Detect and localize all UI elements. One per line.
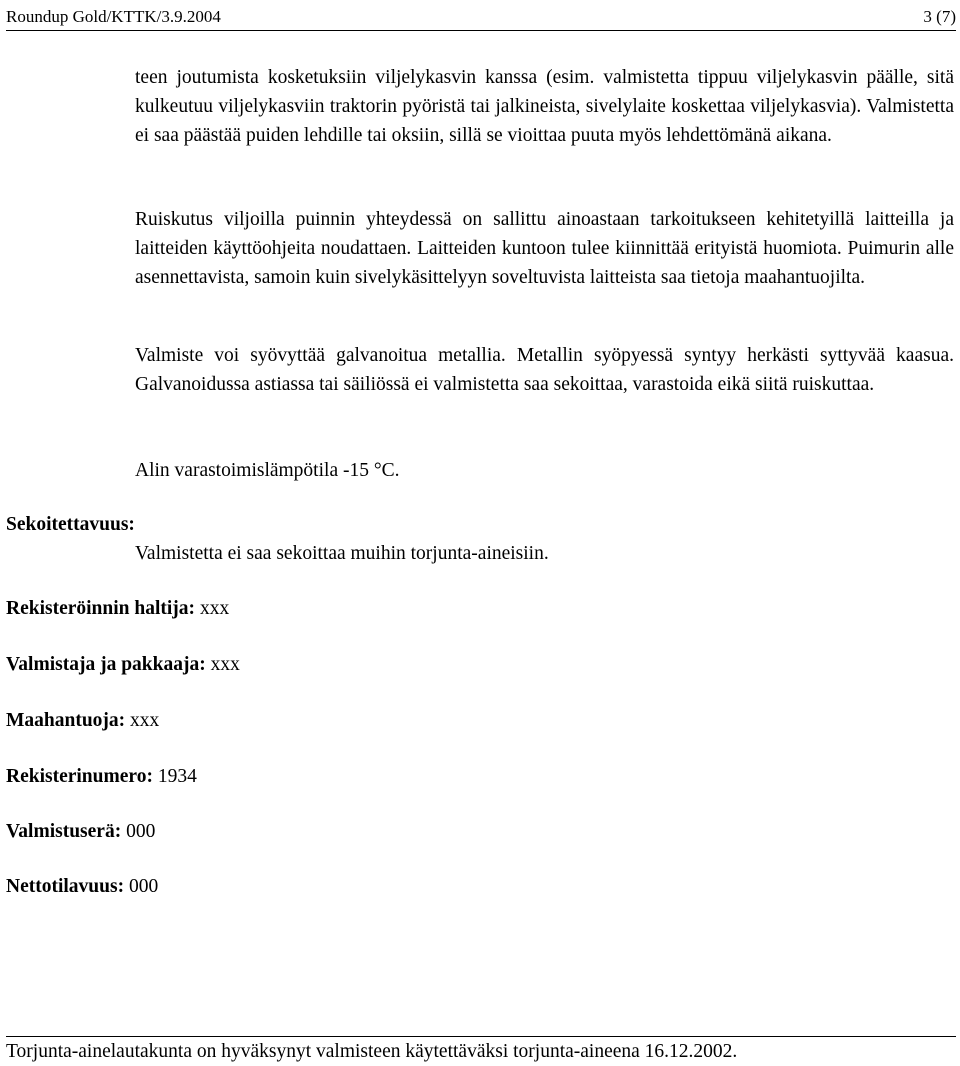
field-manufacturer-packer [6, 650, 240, 679]
paragraph-application-caution: teen joutumista kosketuksiin viljelykasvin kanssa (esim. valmistetta tippuu viljelykasvin päälle, sitä kulkeutuu viljelykasviin traktorin pyöristä tai jalkineista, sivelylaite koskettaa viljelykasvia). Valmistetta ei saa päästää puiden lehdille tai oksiin, sillä se vioittaa puuta myös lehdettömänä aikana. [135, 67, 954, 146]
paragraph-harvest-spraying: Ruiskutus viljoilla puinnin yhteydessä on sallittu ainoastaan tarkoitukseen kehitetyillä laitteilla ja laitteiden käyttöohjeita noudattaen. Laitteiden kuntoon tulee kiinnittää erityistä huomiota. Puimurin alle asennettavista, samoin kuin sivelykäsittelyyn soveltuvista laitteista saa tietoja maahantuojilta. [135, 209, 954, 288]
field-label: Maahantuoja: [6, 710, 126, 731]
field-value: 000 [126, 821, 156, 842]
page-header [6, 2, 956, 31]
paragraph-storage-temperature: Alin varastoimislämpötila -15 °C. [135, 460, 400, 481]
field-label: Rekisteröinnin haltija: [6, 598, 196, 619]
page-number: 3 (7) [923, 7, 956, 26]
field-label: Valmistaja ja pakkaaja: [6, 654, 206, 675]
field-registration-holder [6, 594, 229, 623]
field-value: 1934 [157, 766, 197, 787]
field-label: Valmistuserä: [6, 821, 122, 842]
field-label: Rekisterinumero: [6, 766, 153, 787]
paragraph-corrosion-warning: Valmiste voi syövyttää galvanoitua metallia. Metallin syöpyessä syntyy herkästi syttyvää kaasua. Galvanoidussa astiassa tai säiliössä ei valmistetta saa sekoittaa, varastoida eikä siitä ruiskuttaa. [135, 345, 954, 395]
field-value: xxx [199, 598, 230, 619]
field-batch [6, 817, 155, 846]
approval-footer: Torjunta-ainelautakunta on hyväksynyt valmisteen käytettäväksi torjunta-aineena 16.12.2002. [6, 1036, 956, 1066]
document-id: Roundup Gold/KTTK/3.9.2004 [6, 7, 221, 26]
field-value: xxx [210, 654, 240, 675]
field-value: xxx [130, 710, 160, 731]
mixing-text: Valmistetta ei saa sekoittaa muihin torjunta-aineisiin. [135, 543, 549, 564]
field-registration-number [6, 762, 197, 791]
field-label: Nettotilavuus: [6, 876, 125, 897]
mixing-label: Sekoitettavuus: [6, 514, 135, 535]
field-value: 000 [128, 876, 159, 897]
field-importer [6, 706, 159, 735]
field-net-volume [6, 872, 158, 901]
